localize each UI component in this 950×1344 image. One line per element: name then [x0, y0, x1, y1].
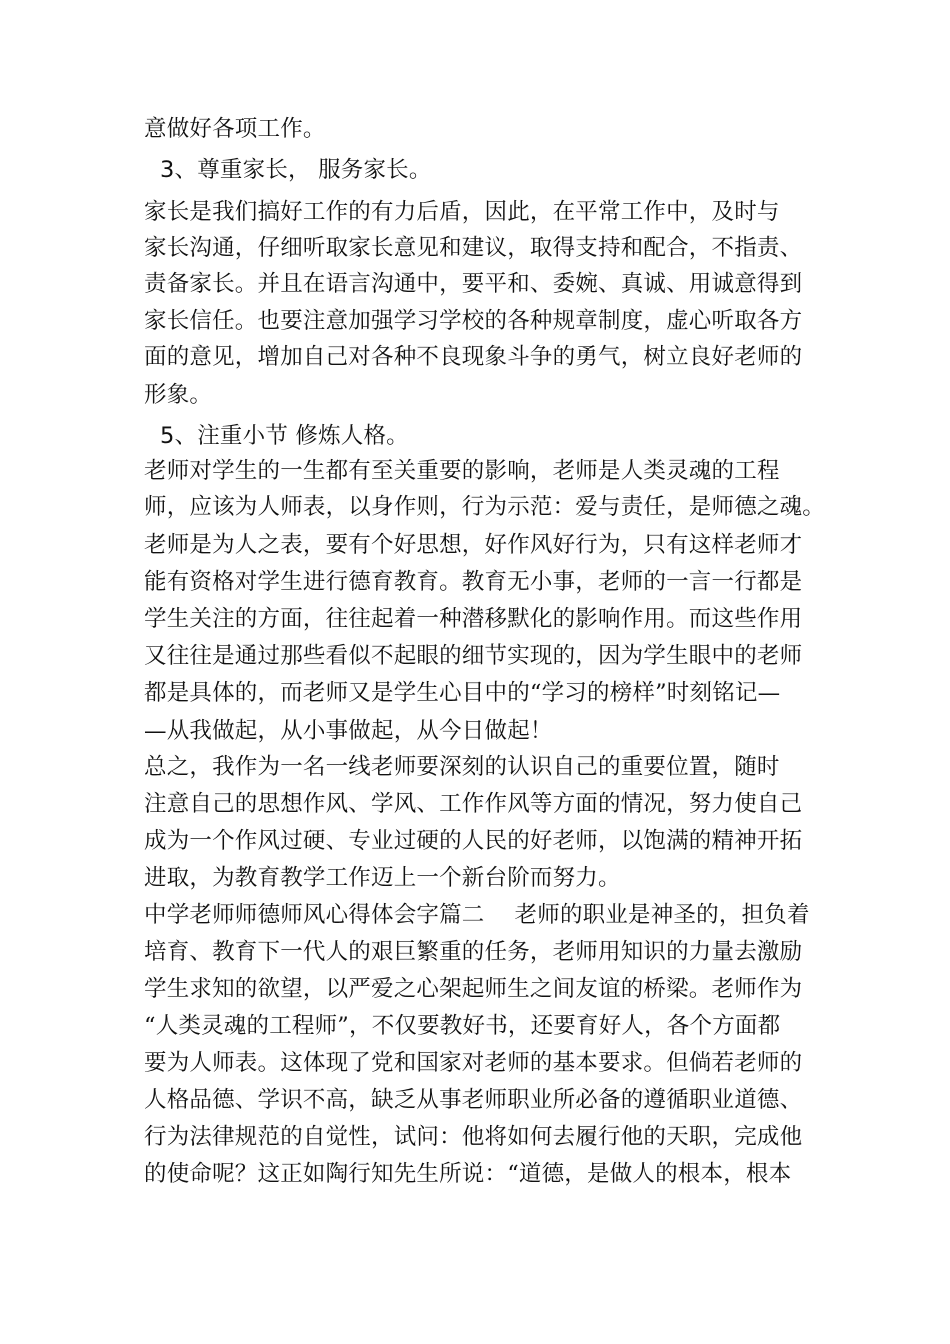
text-line: 都是具体的，而老师又是学生心目中的“学习的榜样”时刻铭记— [144, 680, 781, 706]
text-line: 的使命呢？这正如陶行知先生所说：“道德，是做人的根本，根本 [144, 1161, 792, 1187]
text-line: 家长信任。也要注意加强学习学校的各种规章制度，虚心听取各方 [144, 308, 803, 334]
text-line: 学生求知的欲望，以严爱之心架起师生之间友谊的桥梁。老师作为 [144, 976, 803, 1002]
text-line: 责备家长。并且在语言沟通中，要平和、委婉、真诚、用诚意得到 [144, 271, 803, 297]
text-line: 师，应该为人师表，以身作则，行为示范：爱与责任，是师德之魂。 [144, 494, 826, 520]
text-line: 家长是我们搞好工作的有力后盾，因此，在平常工作中，及时与 [144, 199, 780, 225]
text-line: 面的意见，增加自己对各种不良现象斗争的勇气，树立良好老师的 [144, 344, 803, 370]
text-line: 又往往是通过那些看似不起眼的细节实现的，因为学生眼中的老师 [144, 643, 803, 669]
text-line: 要为人师表。这体现了党和国家对老师的基本要求。但倘若老师的 [144, 1050, 803, 1076]
text-line: 中学老师师德师风心得体会字篇二 老师的职业是神圣的，担负着 [144, 902, 810, 928]
text-line: 家长沟通，仔细听取家长意见和建议，取得支持和配合，不指责、 [144, 235, 803, 261]
text-line: “人类灵魂的工程师”，不仅要教好书，还要育好人，各个方面都 [144, 1013, 781, 1039]
text-line: 总之，我作为一名一线老师要深刻的认识自己的重要位置，随时 [144, 754, 780, 780]
text-line: 形象。 [144, 382, 213, 408]
text-line: 培育、教育下一代人的艰巨繁重的任务，老师用知识的力量去激励 [144, 939, 803, 965]
text-line: 进取，为教育教学工作迈上一个新台阶而努力。 [144, 865, 621, 891]
text-line: 学生关注的方面，往往起着一种潜移默化的影响作用。而这些作用 [144, 606, 803, 632]
text-line: 注意自己的思想作风、学风、工作作风等方面的情况，努力使自己 [144, 791, 803, 817]
text-line: —从我做起，从小事做起，从今日做起！ [144, 718, 553, 744]
text-line: 成为一个作风过硬、专业过硬的人民的好老师，以饱满的精神开拓 [144, 828, 803, 854]
text-line: 意做好各项工作。 [144, 116, 326, 142]
text-line: 老师对学生的一生都有至关重要的影响，老师是人类灵魂的工程 [144, 458, 780, 484]
text-line: 人格品德、学识不高，缺乏从事老师职业所必备的遵循职业道德、 [144, 1087, 803, 1113]
section-heading: 5、注重小节 修炼人格。 [160, 423, 409, 449]
section-heading: 3、尊重家长， 服务家长。 [160, 157, 432, 183]
text-line: 行为法律规范的自觉性，试问：他将如何去履行他的天职，完成他 [144, 1124, 803, 1150]
text-line: 能有资格对学生进行德育教育。教育无小事，老师的一言一行都是 [144, 569, 803, 595]
text-line: 老师是为人之表，要有个好思想，好作风好行为，只有这样老师才 [144, 532, 803, 558]
